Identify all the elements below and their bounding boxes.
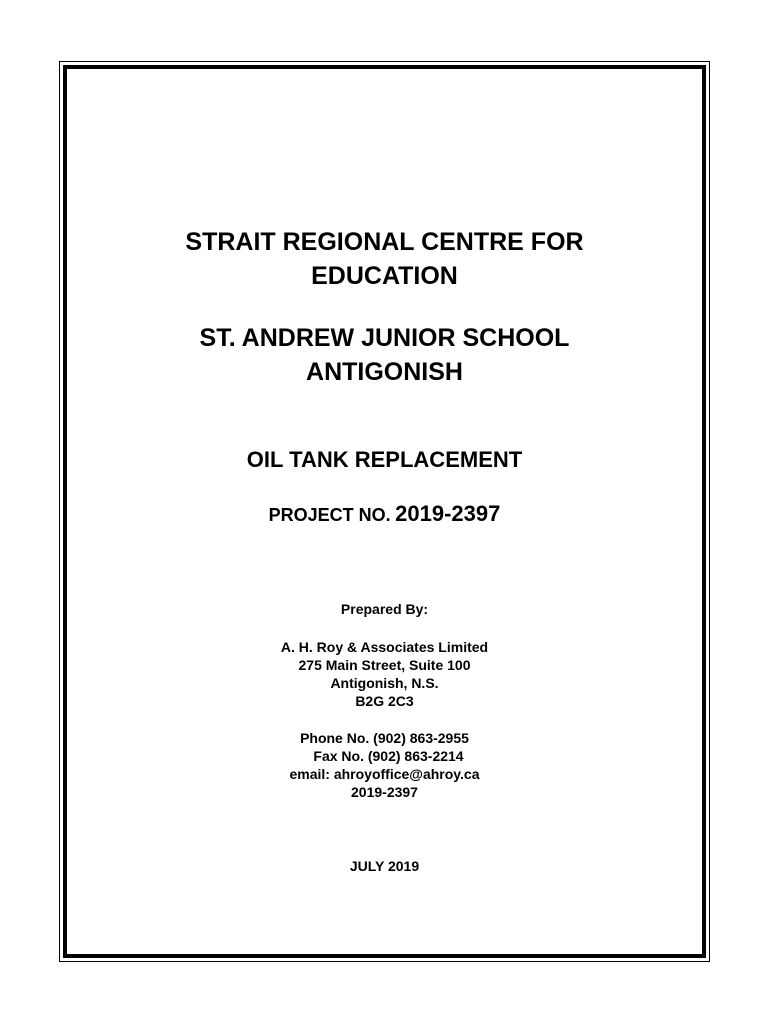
- company-city: Antigonish, N.S.: [330, 675, 439, 691]
- contact-ref: 2019-2397: [351, 784, 418, 800]
- school-title-line1: ST. ANDREW JUNIOR SCHOOL: [199, 324, 570, 352]
- project-number: [63, 499, 706, 532]
- prepared-by-block: [63, 600, 706, 618]
- contact-email: email: ahroyoffice@ahroy.ca: [289, 766, 480, 782]
- document-date-text: JULY 2019: [349, 858, 420, 874]
- project-title-text: OIL TANK REPLACEMENT: [246, 447, 523, 472]
- company-postal: B2G 2C3: [355, 693, 414, 709]
- school-title: [63, 321, 706, 389]
- prepared-by-heading: Prepared By:: [340, 601, 429, 617]
- company-name: A. H. Roy & Associates Limited: [280, 639, 489, 655]
- document-date: [63, 857, 706, 875]
- company-address: [63, 638, 706, 710]
- school-title-line2: ANTIGONISH: [306, 358, 463, 386]
- contact-block: [63, 729, 706, 801]
- org-title: [63, 225, 706, 293]
- org-title-line2: EDUCATION: [311, 262, 458, 290]
- org-title-line1: STRAIT REGIONAL CENTRE FOR: [185, 228, 584, 256]
- contact-phone: Phone No. (902) 863-2955: [300, 730, 469, 746]
- project-number-label: PROJECT NO.: [268, 505, 391, 525]
- project-title: [63, 446, 706, 474]
- project-number-value: 2019-2397: [395, 501, 501, 526]
- company-street: 275 Main Street, Suite 100: [298, 657, 471, 673]
- contact-fax: Fax No. (902) 863-2214: [313, 748, 464, 764]
